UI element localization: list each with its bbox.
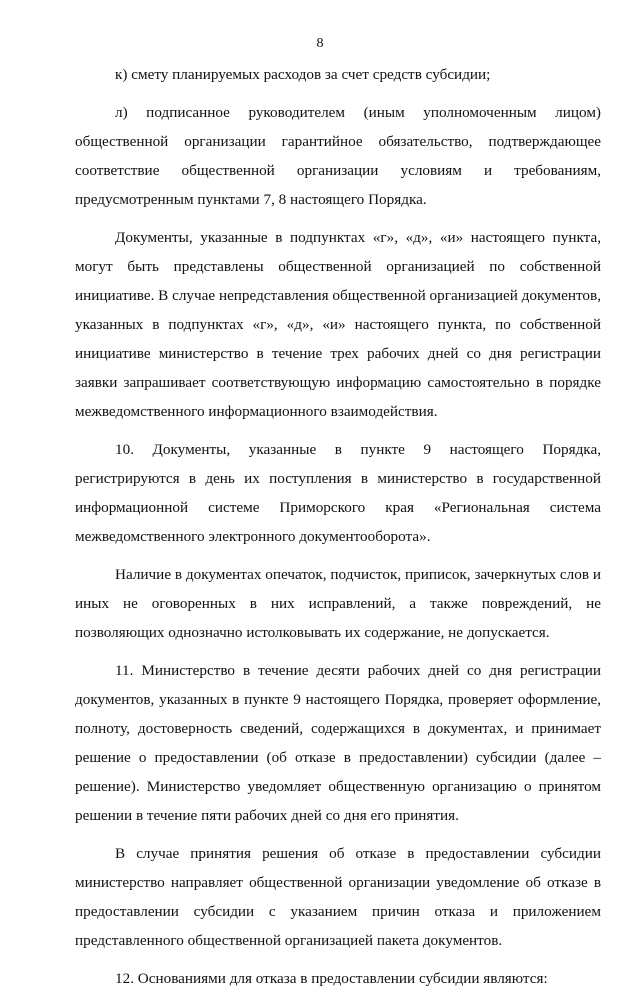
document-body: [75, 60, 601, 993]
page-number: 8: [316, 36, 324, 51]
paragraph-clause-11: 11. Министерство в течение десяти рабочих дней со дня регистрации документов, указанных в пункте 9 настоящего Порядка, проверяет оформление, полноту, достоверность сведений, содержащихся в документах, и принимает решение о предоставлении (об отказе в предоставлении) субсидии (далее – решение). Министерство уведомляет общественную организацию о принятом решении в течение пяти рабочих дней со дня его принятия.: [75, 662, 601, 824]
paragraph-clause-12: 12. Основаниями для отказа в предоставлении субсидии являются:: [115, 970, 548, 987]
paragraph-documents-own-initiative: Документы, указанные в подпунктах «г», «д», «и» настоящего пункта, могут быть представлены общественной организацией по собственной инициативе. В случае непредставления общественной организацией документов, указанных в подпунктах «г», «д», «и» настоящего пункта, по собственной инициативе министерство в течение трех рабочих дней со дня регистрации заявки запрашивает соответствующую информацию самостоятельно в порядке межведомственного информационного взаимодействия.: [75, 229, 601, 420]
paragraph-typos-not-allowed: Наличие в документах опечаток, подчисток, приписок, зачеркнутых слов и иных не оговоренных в них исправлений, а также повреждений, не позволяющих однозначно истолковывать их содержание, не допускается.: [75, 566, 601, 641]
paragraph-item-k: к) смету планируемых расходов за счет средств субсидии;: [115, 66, 491, 83]
paragraph-refusal-notification: В случае принятия решения об отказе в предоставлении субсидии министерство направляет общественной организации уведомление об отказе в предоставлении субсидии с указанием причин отказа и приложением представленного общественной организацией пакета документов.: [75, 845, 601, 949]
paragraph-clause-10: 10. Документы, указанные в пункте 9 настоящего Порядка, регистрируются в день их поступления в министерство в государственной информационной системе Приморского края «Региональная система межведомственного электронного документооборота».: [75, 441, 601, 545]
paragraph-item-l: л) подписанное руководителем (иным уполномоченным лицом) общественной организации гарантийное обязательство, подтверждающее соответствие общественной организации условиям и требованиям, предусмотренным пунктами 7, 8 настоящего Порядка.: [75, 104, 601, 208]
